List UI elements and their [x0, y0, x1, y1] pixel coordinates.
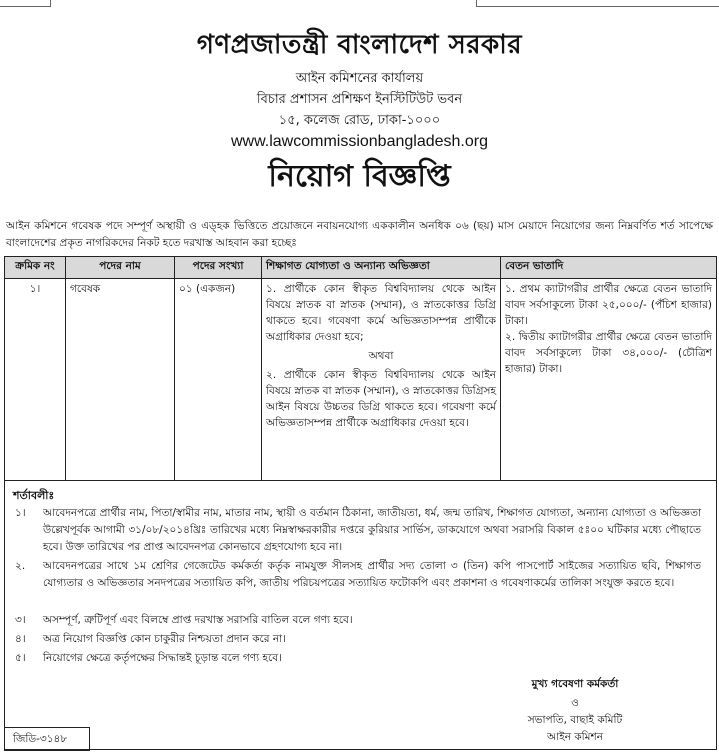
salary-1: ১. প্রথম ক্যাটাগরীর প্রার্থীর ক্ষেত্রে বেতন ভাতাদি বাবদ সর্বসাকুল্যে টাকা ২৫,০০০/- (পঁচিশ হাজার) টাকা। [505, 283, 712, 327]
signature-designation: মুখ্য গবেষণা কর্মকর্তা [531, 678, 619, 690]
qualification-1: ১. প্রার্থীকে কোন স্বীকৃত বিশ্ববিদ্যালয় থেকে আইন বিষয়ে স্নাতক বা স্নাতক (সম্মান), ও স্নাতকোত্তর ডিগ্রি থাকতে হবে। গবেষণা কর্মে অভিজ্ঞতাসম্পন্ন প্রার্থীকে অগ্রাধিকার দেওয়া হবে; [266, 283, 496, 343]
top-border-left [0, 0, 51, 7]
term-number: ১। [15, 507, 26, 519]
term-number: ৩। [15, 614, 26, 626]
term-number: ৪। [15, 633, 26, 645]
terms-section [4, 479, 717, 750]
header [0, 28, 719, 199]
building-name: বিচার প্রশাসন প্রশিক্ষণ ইনস্টিটিউট ভবন [256, 92, 463, 107]
salary-2: ২. দ্বিতীয় ক্যাটাগরীর প্রার্থীর ক্ষেত্রে বেতন ভাতাদি বাবদ সর্বসাকুল্যে টাকা ৩৪,০০০/- (চৌত্রিশ হাজার) টাকা। [505, 331, 712, 375]
term-text: আবেদনপত্রের সাথে ১ম শ্রেণির গেজেটেড কর্মকর্তা কর্তৃক নামযুক্ত সীলসহ প্রার্থীর সদ্য তোলা ৩ (তিন) কপি পাসপোর্ট সাইজের সত্যায়িত ছবি, শিক্ষাগত যোগ্যতার ও অভিজ্ঞতার সনদপত্রের সত্যায়িত কপি, জাতীয় পরিচয়পত্রের সত্যায়িত ফটোকপি এবং প্রকাশনা ও গবেষণাকর্মের তালিকা সংযুক্ত করতে হবে। [43, 560, 702, 589]
office-name: আইন কমিশনের কার্যালয় [295, 71, 424, 86]
header-count: পদের সংখ্যা [175, 257, 262, 279]
cell-salary [501, 279, 717, 481]
table-header-row [5, 257, 717, 279]
cell-qualification [262, 279, 501, 481]
term-text: অত্র নিয়োগ বিজ্ঞপ্তি কোন চাকুরীর নিশ্চয়তা প্রদান করে না। [43, 633, 286, 645]
terms-title: শর্তাবলীঃ [13, 489, 55, 502]
top-border-right [476, 0, 719, 7]
vacancy-table [4, 256, 717, 481]
term-text: অসম্পূর্ণ, ত্রুটিপূর্ণ এবং বিলম্বে প্রাপ্ত দরখাস্ত সরাসরি বাতিল বলে গণ্য হবে। [43, 614, 353, 626]
signature-office: আইন কমিশন [547, 731, 603, 743]
cell-post: গবেষক [66, 279, 175, 481]
government-title: গণপ্রজাতন্ত্রী বাংলাদেশ সরকার [196, 30, 523, 60]
top-border [0, 0, 719, 12]
term-text: নিয়োগের ক্ষেত্রে কর্তৃপক্ষের সিদ্ধান্তই চূড়ান্ত বলে গণ্য হবে। [43, 652, 282, 664]
intro-paragraph: আইন কমিশনে গবেষক পদে সম্পূর্ণ অস্থায়ী ও এড্হক ভিত্তিতে প্রয়োজনে নবায়নযোগ্য এককালীন অনধিক ০৬ (ছয়) মাস মেয়াদে নিয়োগের জন্য নিম্নবর্ণিত শর্ত সাপেক্ষে বাংলাদেশের প্রকৃত নাগরিকদের নিকট হতে দরখাস্ত আহবান করা হচ্ছেঃ [6, 220, 713, 249]
header-salary: বেতন ভাতাদি [501, 257, 717, 279]
term-number: ২. [15, 560, 26, 572]
header-post: পদের নাম [66, 257, 175, 279]
header-qualification: শিক্ষাগত যোগ্যতা ও অন্যান্য অভিজ্ঞতা [262, 257, 501, 279]
table-row [5, 279, 717, 481]
gd-number: জিডি-৩১৪৮ [4, 727, 90, 751]
cell-serial: ১। [5, 279, 66, 481]
header-serial: ক্রমিক নং [5, 257, 66, 279]
address: ১৫, কলেজ রোড, ঢাকা-১০০০ [278, 113, 441, 128]
term-number: ৫। [15, 652, 26, 664]
cell-count: ০১ (একজন) [175, 279, 262, 481]
signature-and: ও [571, 697, 579, 709]
signature-committee: সভাপতি, বাছাই কমিটি [527, 714, 623, 726]
notice-title: নিয়োগ বিজ্ঞপ্তি [268, 159, 451, 194]
qualification-2: ২. প্রার্থীকে কোন স্বীকৃত বিশ্ববিদ্যালয় থেকে আইন বিষয়ে স্নাতক বা স্নাতক (সম্মান), ও স্নাতকোত্তর ডিগ্রিসহ আইন বিষয়ে উচ্চতর ডিগ্রি থাকতে হবে। গবেষণা কর্মে অভিজ্ঞতাসম্পন্ন প্রার্থীকে অগ্রাধিকার দেওয়া হবে। [266, 369, 496, 429]
website: www.lawcommissionbangladesh.org [230, 133, 488, 150]
qualification-or: অথবা [368, 350, 394, 362]
term-text: আবেদনপত্রে প্রার্থীর নাম, পিতা/স্বামীর নাম, মাতার নাম, স্থায়ী ও বর্তমান ঠিকানা, জাতীয়তা, ধর্ম, জন্ম তারিখ, শিক্ষাগত যোগ্যতা, অন্যান্য যোগ্যতা ও অভিজ্ঞতা উল্লেখপূর্বক আগামী ৩১/০৮/২০১৪খ্রিঃ তারিখের মধ্যে নিম্নস্বাক্ষরকারীর দপ্তরে কুরিয়ার সার্ভিস, ডাকযোগে অথবা সরাসরি বিকাল ৫ঃ০০ ঘটিকার মধ্যে পৌছাতে হবে। উক্ত তারিখের পর প্রাপ্ত আবেদনপত্র কোনভাবে গ্রহণযোগ্য হবে না। [43, 507, 701, 553]
